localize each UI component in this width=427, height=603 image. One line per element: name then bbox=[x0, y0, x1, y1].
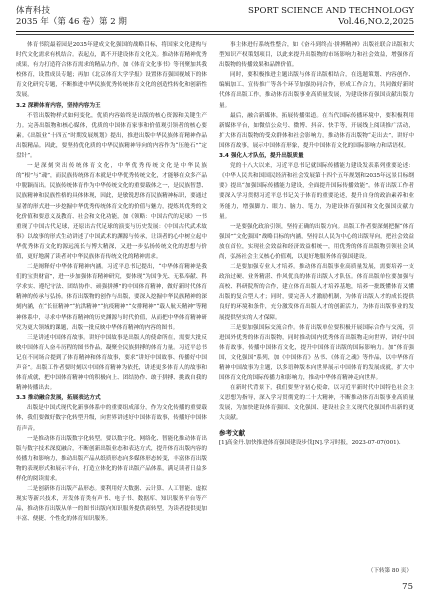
body-paragraph: 三是讲述中国体育故事。讲好中国故事是出版人的使命所在，需要大批反映中国体育人奋斗历程的图书作品，凝聚全民族拼搏的体育力量。习近平总书记在不同场合提到了体育精神和体育故事，要求“讲好中国故事、传播好中国声音”。出版工作者要时刻以中国体育精神为依托，讲述更多体育人的故事和体育成就，把中国体育精神中的积极向上、团结协作、敢于拼搏、挑战自我的精神传播出去。 bbox=[16, 334, 207, 392]
reference-entry: [1]高金丹.加快推进体育强国建设步伐[N].学习时报，2023-07-07(001). bbox=[219, 439, 401, 446]
header-rule-thin bbox=[16, 34, 414, 35]
issue-info-en: Vol.46,NO.2,2025 bbox=[338, 17, 414, 27]
body-paragraph: 不管出版物样式如何变化，优质内容始终是出版的核心资源和关键生产力。完善出版物和核心媒体，优质的中国体育家事和价值观引领者的核心要素。《出版业“十四五”时期发展规划》提出，推进出版中华民族体育精神作品出版精品。因此，要坚持优化质的中华民族精神导向的内容作为“压舱石”“定盘针”。 bbox=[16, 112, 207, 160]
body-paragraph: 三是要加强国际交流合作。体育出版单位要积极开展国际合作与交流，引进国外优秀的体育出版物，同时推动国内优秀体育出版物走向世界，讲好中国体育故事，传播中国体育文化，提升中国体育出版的国际影响力。加“体育强国，文化强国”系列，加《中国体育》丛书、《体育之魂》等作品，以中华体育精神中国故事为主题，以多语种版本向世界展示中国体育的发展成就，扩大中国体育文化的国际传播力和影响力，推动中华体育精神走向世界。 bbox=[219, 324, 414, 382]
header-rule-thick bbox=[16, 31, 414, 32]
body-paragraph: 体育书院最着园是2035年建成文化强国的战略目标，将国家文化建构与时代文化需求有机结合。表起点，离不开建设体育文化关。推动体育精神优秀成果，有力打造符合体育需求的精品力作，加《体育文化事书》等刊聚加其我校体育，设置成员专题；再加《北京体育大学学报》设置体育强国视域下的体育文化研究专题，不断推进中华民族优秀传统体育文化的创造性转化和创新性发展。 bbox=[16, 42, 207, 99]
body-paragraph: 一是推动体育出版数字化转型。要以数字化、网络化、智能化推动体育出版与数字技术深度融合，不断创新出版业态和表达方式，提升体育出版内容的传播力和影响力，推动出版产品从纸质形态向多媒体形态转变，丰富体育出版物的表现形式和展示平台，打造立体化的体育出版产品体系，满足读者日益多样化的阅读需求。 bbox=[16, 435, 207, 483]
section-heading: 3.3 推动融合发展，拓展表达方式 bbox=[16, 395, 101, 402]
continuation-note: （下转第 80 页） bbox=[367, 568, 412, 574]
body-paragraph: 一是深刻突出传统体育文化，中华优秀传统文化是中华民族的“根”与“魂”，而民族传统体育本就是中华优秀传统文化，才能够在众多产品中脱颖而出。民族传统体育作为中华传统文化的重要载体之一，是民族智慧、民族精神和民族性格的具体体现，因此，是敏锐思体育民族精神标识，要通过显著的形式进一步挖掘中华优秀传统体育文化的价值与魅力，提炼其优秀的文化价值和要意义及教育、社会和文化功能，加《领略：中国古代的足球》一书重现了中国古代足球，还原出古代足球的演变与历史发展：《中国古代武术故事》以故事的形式生动讲述了中国武术的渊源与传承，让读者的心中树立起中华优秀体育文化的源远流长与博大精深，又进一步弘扬传统文化的思想与价值，更好地满了读者对中华民族体育传统文化的精神需求。 bbox=[16, 163, 207, 260]
running-header-left bbox=[16, 6, 127, 28]
body-paragraph: 二是要加强专业人才培养。推动体育出版事业高质量发展，需要培养一支政治过硬、业务精湛、作风优良的体育出版人才队伍。体育出版单位要加强与高校、科研院所的合作，建立体育出版人才培养基地，培养一批既懂体育又懂出版的复合型人才；同时，要完善人才激励机制，为体育出版人才的成长提供良好的环境和条件，充分激发体育出版人才的创新活力，为体育出版事业的发展提供坚实的人才保障。 bbox=[219, 264, 414, 321]
section-heading: 3.2 深耕体育内容，坚持内容为王 bbox=[16, 102, 101, 109]
references-heading: 参考文献 bbox=[219, 428, 245, 437]
body-paragraph: 在新时代背景下，我们要坚守初心使命，以习近平新时代中国特色社会主义思想为指导，深入学习贯彻党的二十大精神，不断推动体育出版事业高质量发展，为加快建设体育强国、文化强国、建设社会主义现代化强国作出新的更大贡献。 bbox=[219, 385, 414, 422]
issue-info-cn: 2035 年（第 46 卷）第 2 期 bbox=[16, 17, 127, 27]
body-paragraph: 同时，要积极推进主题出版与体育出版相结合，在选题策划、内容创作、编辑加工、宣传推广等各个环节加强协同合作，形成工作合力，共同做好新时代体育出版工作，推动体育出版事业高质量发展，为建设体育强国贡献出版力量。 bbox=[219, 72, 414, 109]
page-number: 75 bbox=[402, 582, 413, 592]
body-paragraph: 二是阐释好中华体育精神内涵。习近平总书记提出，“中华体育精神是我们的宝贵财富”，进一步加强体育精神研究，要体现“为国争光、无私奉献、科学求实、遵纪守法、团结协作、顽强拼搏”的中国体育精神，做好新时代体育精神的传承与弘扬。体育出版物的创作与出版，要深入挖掘中华民族精神的深刻内涵，在“长征精神”“抗洪精神”“抗疫精神”“女排精神”“载人航天精神”等精神体系中，寻求中华体育精神的历史渊源与时代价值，从而把中华体育精神研究为更大领域的课题，出版一批反映中华体育精神的内容的图书。 bbox=[16, 264, 207, 331]
body-column-left bbox=[16, 40, 207, 565]
body-paragraph: 一是要强化政治引领，坚持正确的出版方向。出版工作者要深刻把握“体育强国”“文化强国”战略目标的内涵，坚持以人民为中心的出版导向，把社会效益放在首位，实现社会效益和经济效益相统一，用优秀的体育出版物引领社会风尚，弘扬社会主义核心价值观，以更好地服务体育强国建设。 bbox=[219, 223, 414, 260]
body-paragraph: 出版是中国式现代化新事体系中的重要组成部分，作为文化传播的重要载体，我们要做好数字化转型升级，向世界讲述好中国体育故事，传播好中国体育声音。 bbox=[16, 405, 207, 432]
body-paragraph: 事主体进行系统性整合，如《奋斗到终点·拼搏精神》出版社联合出版和大型知识产权策划项目，以此来提升出版物的市场影响力和社会效益，增强体育出版物的传播效果和品牌价值。 bbox=[219, 42, 414, 69]
body-paragraph: 最后，融合新媒体，拓展传播渠道。在当代国际传播环境中，要积极利用新媒体平台，如微信公众号、微博、抖音、快手等，开展线上阅读推广活动，扩大体育出版物的受众群体和社会影响力，推动体育出版物“走出去”，讲好中国体育故事，展示中国体育形象，提升中国体育文化的国际影响力和话语权。 bbox=[219, 112, 414, 149]
body-paragraph: 党的十八大以来，习近平总书记就国际传播能力建设发表系列重要论述：《中华人民共和国国民经济和社会发展第十四个五年规划和2035年远景目标纲要》提出“加强国际传播能力建设，全面提升国际传播效能”。体育出版工作者要深入学习贯彻习近平总书记关于体育的重要论述，提升自身的政治素养和业务能力，增强脚力、眼力、脑力、笔力，为建设体育强国和文化强国贡献力量。 bbox=[219, 163, 414, 220]
journal-title-en: SPORT SCIENCE AND TECHNOLOGY bbox=[247, 6, 414, 16]
section-heading: 3.4 强化人才队伍，提升出版质量 bbox=[219, 153, 304, 160]
running-header-right bbox=[248, 6, 414, 28]
journal-title-cn: 体育科技 bbox=[16, 6, 51, 16]
body-column-right bbox=[219, 40, 414, 565]
body-paragraph: 二是创新体育出版产品形态。要利用好大数据、云计算、人工智能、虚拟现实等新兴技术，开发体育类有声书、电子书、数据库、知识服务平台等产品，推动体育出版从单一的图书出版向知识服务提供商转型，为读者提供更加丰富、便捷、个性化的体育知识服务。 bbox=[16, 486, 207, 523]
